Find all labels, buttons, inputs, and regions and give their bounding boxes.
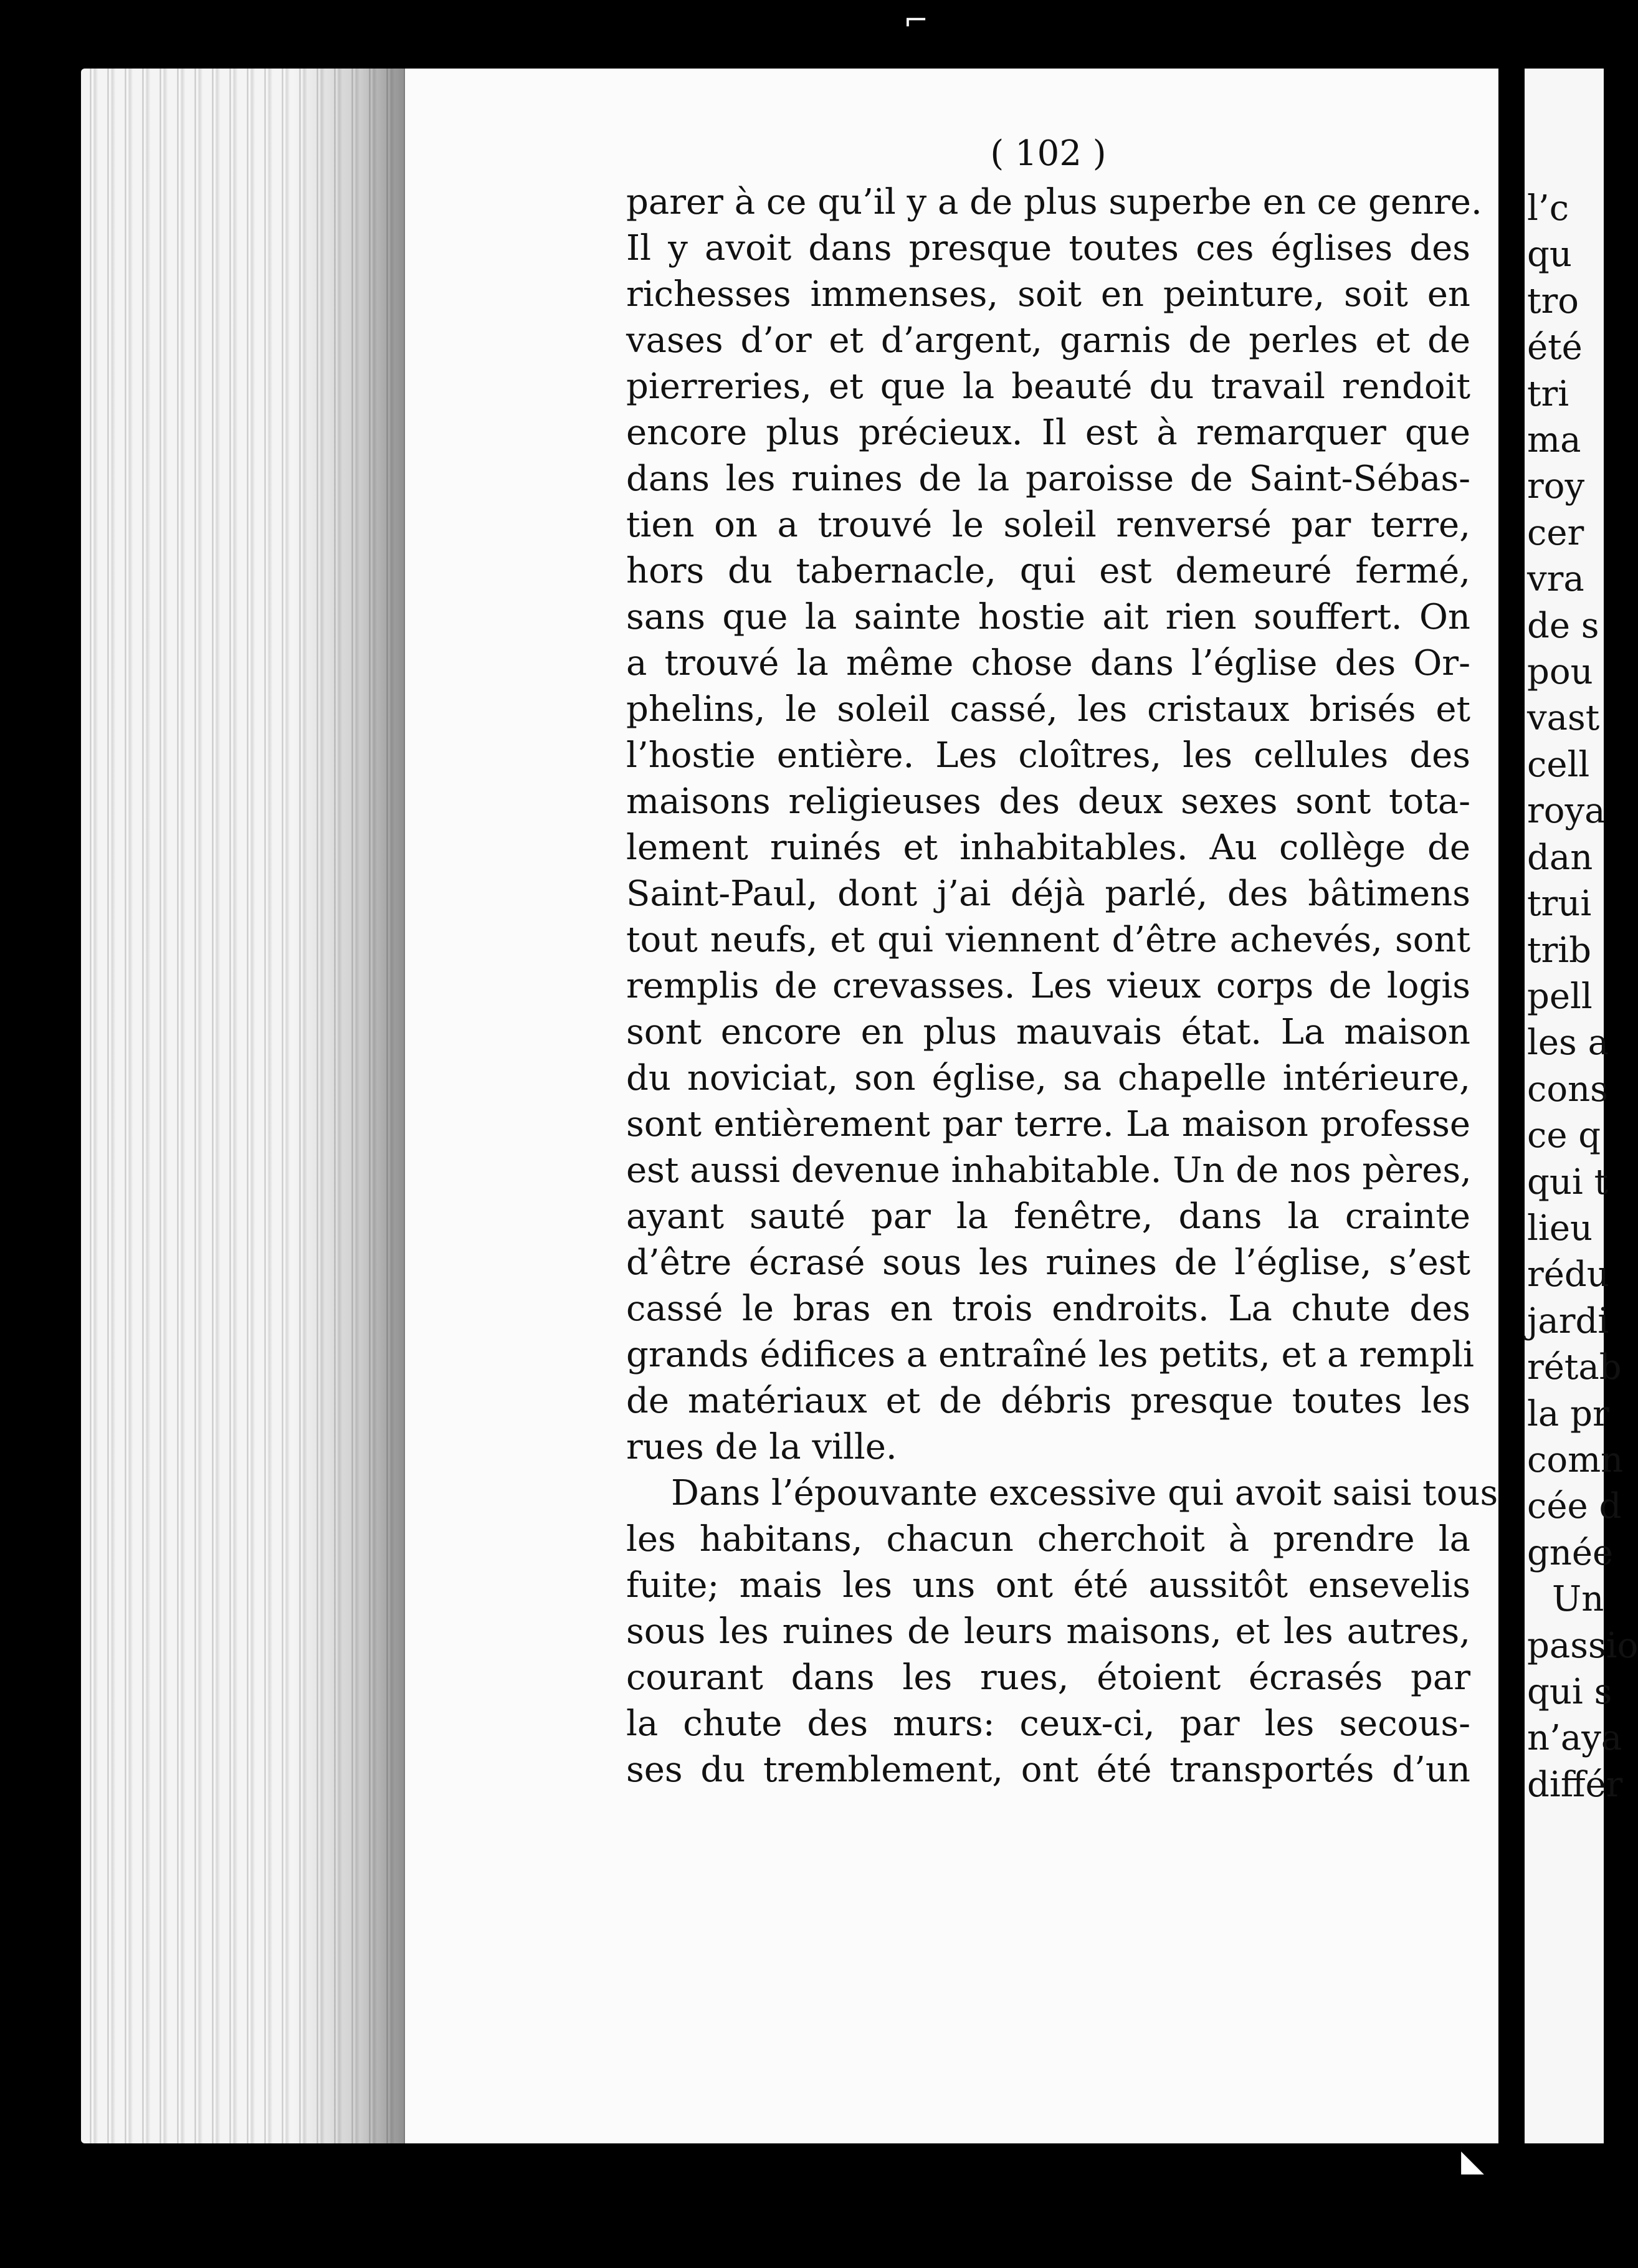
text-line: ayant sauté par la fenêtre, dans la crainte [626, 1196, 1470, 1237]
text-line: dans les ruines de la paroisse de Saint-Sébas- [626, 459, 1470, 499]
paragraph-2 [626, 1470, 1498, 1793]
text-line: hors du tabernacle, qui est demeuré fermé, [626, 551, 1470, 591]
text-line: sont entièrement par terre. La maison professe [626, 1104, 1470, 1145]
text-line: sous les ruines de leurs maisons, et les autres, [626, 1611, 1470, 1652]
fragment-line: rétab [1527, 1347, 1622, 1388]
fragment-line: la pr [1527, 1393, 1609, 1434]
fragment-line: cell [1527, 744, 1590, 785]
text-line: encore plus précieux. Il est à remarquer que [626, 412, 1470, 453]
fragment-line: qu [1527, 234, 1572, 275]
text-line: parer à ce qu’il y a de plus superbe en ce genre. [626, 182, 1482, 222]
text-line: tien on a trouvé le soleil renversé par terre, [626, 505, 1470, 545]
text-line: la chute des murs: ceux-ci, par les secous- [626, 1703, 1470, 1744]
paragraph-1 [626, 179, 1482, 1470]
fragment-line: pell [1527, 976, 1593, 1017]
next-page-text [1527, 186, 1638, 1808]
fragment-line: l’c [1527, 188, 1569, 229]
fragment-line: gnée [1527, 1532, 1614, 1573]
fragment-line: ma [1527, 420, 1581, 461]
text-line: phelins, le soleil cassé, les cristaux brisés et [626, 689, 1470, 730]
text-line: sans que la sainte hostie ait rien souffert. On [626, 597, 1470, 637]
fragment-line: vast [1527, 698, 1600, 739]
text-line: Dans l’épouvante excessive qui avoit saisi tous [671, 1473, 1498, 1513]
fragment-line: ce q [1527, 1115, 1601, 1156]
fragment-line: de s [1527, 605, 1599, 646]
text-line: est aussi devenue inhabitable. Un de nos pères, [626, 1150, 1472, 1191]
text-line: l’hostie entière. Les cloîtres, les cellules des [626, 735, 1470, 776]
fragment-line: vra [1527, 559, 1584, 600]
text-line: grands édifices a entraîné les petits, et a rempli [626, 1335, 1474, 1375]
fragment-line: cer [1527, 512, 1584, 553]
fragment-line: n’aya [1527, 1718, 1622, 1759]
text-line: du noviciat, son église, sa chapelle intérieure, [626, 1058, 1470, 1098]
fragment-line: tro [1527, 280, 1579, 322]
fragment-line: pou [1527, 652, 1593, 693]
fragment-line: trib [1527, 930, 1592, 971]
fragment-line: dan [1527, 837, 1593, 878]
text-line: remplis de crevasses. Les vieux corps de logis [626, 966, 1470, 1006]
right-page-fragment [1525, 69, 1638, 2143]
text-line: ses du tremblement, ont été transportés d’un [626, 1750, 1470, 1790]
fragment-line: été [1527, 327, 1583, 368]
fragment-line: tri [1527, 373, 1569, 414]
text-line: d’être écrasé sous les ruines de l’église, s’est [626, 1242, 1470, 1283]
text-line: lement ruinés et inhabitables. Au collège de [626, 827, 1470, 868]
text-line: courant dans les rues, étoient écrasés par [626, 1657, 1470, 1698]
text-line: cassé le bras en trois endroits. La chute des [626, 1289, 1470, 1329]
text-line: maisons religieuses des deux sexes sont tota- [626, 781, 1470, 822]
scan-artifact-mark: ⌐ [903, 3, 929, 38]
text-line: sont encore en plus mauvais état. La maison [626, 1012, 1470, 1052]
text-line: a trouvé la même chose dans l’église des Or- [626, 643, 1470, 684]
left-page [405, 69, 1498, 2143]
fragment-line: roya [1527, 791, 1606, 832]
fragment-line: qui t [1527, 1161, 1609, 1203]
fragment-line: rédu [1527, 1254, 1609, 1295]
text-line: Saint-Paul, dont j’ai déjà parlé, des bâtimens [626, 874, 1470, 914]
text-line: richesses immenses, soit en peinture, soit en [626, 274, 1470, 315]
binding-shadow [293, 69, 411, 2143]
text-line: les habitans, chacun cherchoit à prendre la [626, 1519, 1470, 1560]
text-line: de matériaux et de débris presque toutes les [626, 1381, 1470, 1421]
fragment-line: différ [1527, 1764, 1623, 1805]
fragment-line: passio [1527, 1625, 1638, 1666]
fragment-line: cons [1527, 1069, 1608, 1110]
fragment-line: comn [1527, 1439, 1624, 1480]
page-body [626, 131, 1498, 1793]
scan-artifact-mark: ◣ [1461, 2143, 1484, 2178]
fragment-line: les a [1527, 1022, 1609, 1064]
text-line: vases d’or et d’argent, garnis de perles et de [626, 320, 1470, 361]
fragment-line: trui [1527, 884, 1592, 925]
fragment-line: jardi [1527, 1300, 1609, 1341]
book-gutter [1498, 59, 1525, 2171]
text-line: Il y avoit dans presque toutes ces églises des [626, 228, 1470, 269]
fragment-line: Un [1552, 1579, 1604, 1620]
fragment-line: qui s [1527, 1672, 1612, 1712]
page-number: ( 102 ) [990, 133, 1107, 174]
fragment-line: lieu [1527, 1208, 1593, 1249]
text-line: pierreries, et que la beauté du travail rendoit [626, 366, 1470, 407]
text-line: fuite; mais les uns ont été aussitôt ensevelis [626, 1565, 1470, 1606]
text-line: rues de la ville. [626, 1427, 897, 1467]
fragment-line: cée d [1527, 1486, 1622, 1527]
text-line: tout neufs, et qui viennent d’être achevés, sont [626, 920, 1470, 960]
fragment-line: roy [1527, 466, 1585, 507]
